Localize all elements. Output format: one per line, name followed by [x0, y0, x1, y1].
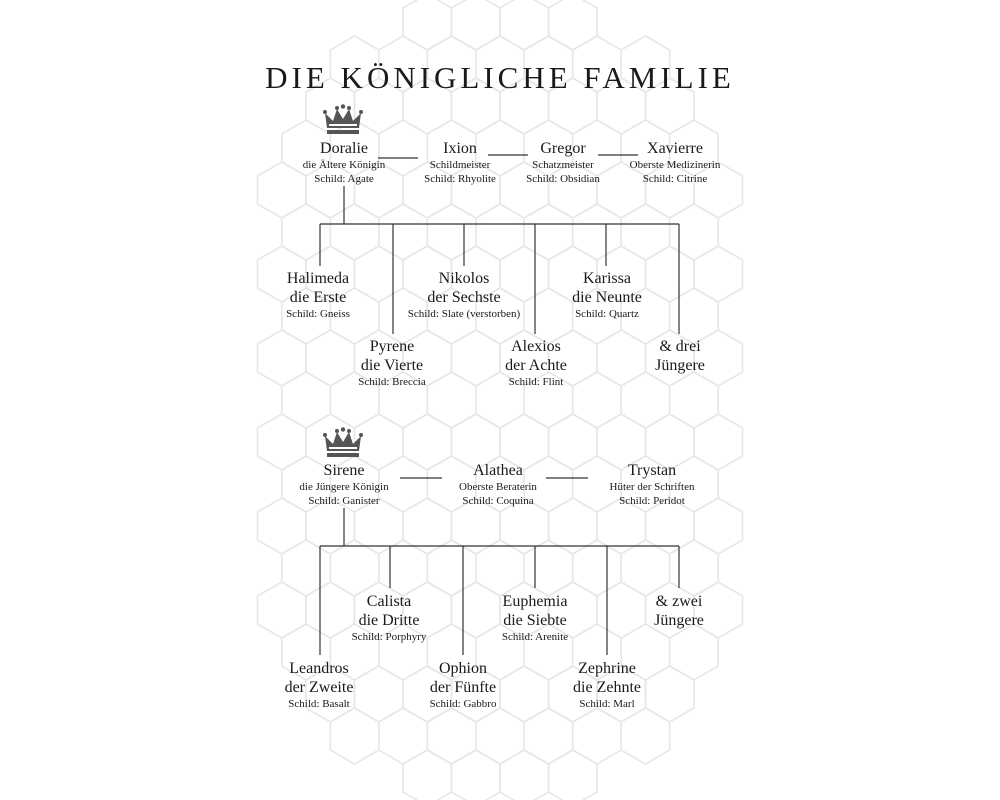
child-shield: Schild: Quartz [575, 308, 639, 320]
person-title: die Jüngere Königin [299, 481, 389, 493]
person-shield: Schild: Coquina [462, 495, 534, 507]
child-ordinal: die Neunte [572, 289, 642, 306]
child-ordinal: Jüngere [655, 357, 705, 374]
child-leandros [285, 659, 354, 711]
child-shield: Schild: Porphyry [351, 631, 427, 643]
child-name: Halimeda [286, 270, 350, 287]
consort-gregor [526, 139, 600, 186]
consort-trystan [610, 461, 695, 508]
child-shield: Schild: Gneiss [286, 308, 350, 320]
child-zephrine [573, 659, 641, 711]
child-ordinal: die Siebte [503, 612, 567, 629]
person-shield: Schild: Agate [314, 173, 374, 185]
consort-xavierre [630, 139, 721, 186]
person-title: Hüter der Schriften [609, 481, 695, 493]
person-shield: Schild: Obsidian [526, 173, 600, 185]
queen-sirene [299, 461, 388, 508]
person-name: Xavierre [647, 140, 703, 157]
child-nikolos [408, 269, 520, 321]
child-name: & zwei [655, 593, 703, 610]
child-ordinal: die Dritte [358, 612, 420, 629]
person-shield: Schild: Rhyolite [424, 173, 496, 185]
child-ophion [430, 659, 497, 711]
queen-doralie [303, 139, 385, 186]
person-title: Schildmeister [429, 159, 491, 171]
child-name: Euphemia [502, 593, 568, 610]
child-calista [352, 592, 427, 644]
person-name: Trystan [627, 462, 677, 479]
person-name: Doralie [320, 140, 368, 157]
child-name: Karissa [583, 270, 631, 287]
page-title: DIE KÖNIGLICHE FAMILIE [265, 60, 735, 95]
child-pyrene [358, 337, 426, 389]
person-title: die Ältere Königin [302, 159, 386, 171]
child-name: Calista [366, 593, 412, 610]
child-name: Zephrine [578, 660, 636, 677]
child-ordinal: die Zehnte [573, 679, 641, 696]
child-name: Pyrene [369, 338, 415, 355]
child-ordinal: Jüngere [654, 612, 704, 629]
person-title: Schatzmeister [532, 159, 594, 171]
crown-icon [323, 427, 363, 459]
child-shield: Schild: Marl [579, 698, 635, 710]
child-name: Leandros [289, 660, 349, 677]
child-shield: Schild: Slate (verstorben) [407, 308, 521, 320]
child-ordinal: die Vierte [360, 357, 424, 374]
person-shield: Schild: Ganister [308, 495, 380, 507]
person-name: Gregor [540, 140, 586, 157]
child-name: Alexios [511, 338, 561, 355]
person-title: Oberste Beraterin [459, 481, 537, 493]
person-name: Alathea [473, 462, 523, 479]
consort-alathea [459, 461, 537, 508]
child-name: Nikolos [438, 270, 490, 287]
child-ordinal: die Erste [289, 289, 347, 306]
person-title: Oberste Medizinerin [629, 159, 721, 171]
person-name: Sirene [323, 462, 365, 479]
child-drei-juengere [655, 337, 705, 375]
child-zwei-juengere [654, 592, 704, 630]
person-shield: Schild: Peridot [619, 495, 685, 507]
child-ordinal: der Sechste [427, 289, 501, 306]
consort-ixion [424, 139, 496, 186]
child-euphemia [502, 592, 568, 644]
child-ordinal: der Fünfte [429, 679, 497, 696]
child-shield: Schild: Basalt [288, 698, 350, 710]
child-alexios [505, 337, 567, 389]
child-ordinal: der Zweite [284, 679, 354, 696]
person-name: Ixion [443, 140, 477, 157]
child-shield: Schild: Breccia [358, 376, 426, 388]
child-shield: Schild: Gabbro [429, 698, 497, 710]
child-shield: Schild: Arenite [501, 631, 569, 643]
child-halimeda [286, 269, 350, 321]
child-karissa [572, 269, 642, 321]
child-ordinal: der Achte [505, 357, 567, 374]
crown-icon [323, 104, 363, 136]
child-name: Ophion [438, 660, 487, 677]
child-shield: Schild: Flint [508, 376, 564, 388]
person-shield: Schild: Citrine [642, 173, 708, 185]
child-name: & drei [659, 338, 701, 355]
